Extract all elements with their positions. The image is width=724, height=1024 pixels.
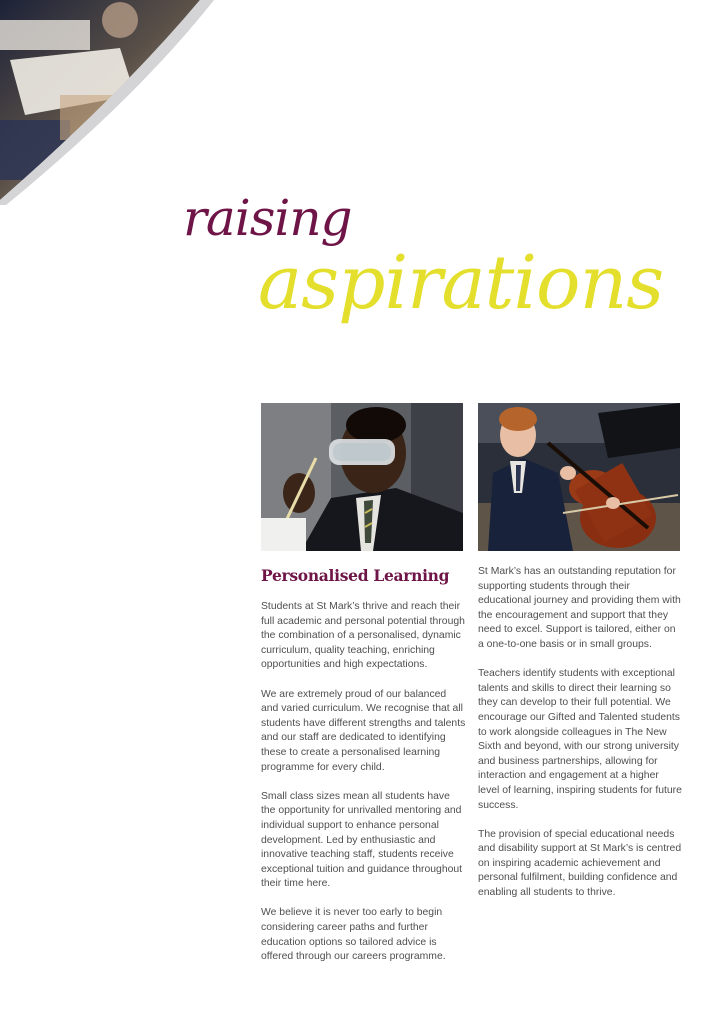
body-paragraph: The provision of special educational needs and disability support at St Mark’s is centred on inspiring academic achievement and personal fulfilment, building confidence and enabling all students to thrive. — [478, 828, 682, 899]
headline-raising: raising — [183, 189, 352, 247]
body-paragraph: St Mark’s has an outstanding reputation for supporting students through their educational journey and providing them with the encouragement and support that they need to excel. Support is tailored, either on a one-to-one basis or in small groups. — [478, 566, 681, 650]
boy-cello-photo — [478, 403, 680, 551]
right-text-column — [478, 565, 683, 915]
body-paragraph: We believe it is never too early to begin considering career paths and further education options so tailored advice is offered through our careers programme. — [261, 907, 446, 963]
body-paragraph: Students at St Mark’s thrive and reach their full academic and personal potential through the combination of a personalised, dynamic curriculum, quality teaching, enriching opportunities and high expectations. — [261, 601, 465, 671]
left-text-column — [261, 600, 466, 979]
headline-aspirations: aspirations — [258, 240, 664, 326]
student-goggles-photo — [261, 403, 463, 551]
section-heading-personalised-learning: Personalised Learning — [261, 566, 450, 585]
body-paragraph: Teachers identify students with exceptional talents and skills to direct their learning so they can develop to their full potential. We encourage our Gifted and Talented students to work alongside colleagues in The New Sixth and beyond, with our strong university and business partnerships, allowing for interaction and engagement at a higher level of learning, inspiring students for future success. — [478, 668, 682, 811]
classroom-corner-photo — [0, 0, 215, 205]
body-paragraph: Small class sizes mean all students have the opportunity for unrivalled mentoring and individual support to enhance personal development. Led by enthusiastic and innovative teaching staff, students receive exceptional tuition and guidance throughout their time here. — [261, 790, 463, 890]
body-paragraph: We are extremely proud of our balanced and varied curriculum. We recognise that all students have different strengths and talents and our staff are dedicated to identifying these to create a personalised learning programme for every child. — [261, 688, 466, 773]
